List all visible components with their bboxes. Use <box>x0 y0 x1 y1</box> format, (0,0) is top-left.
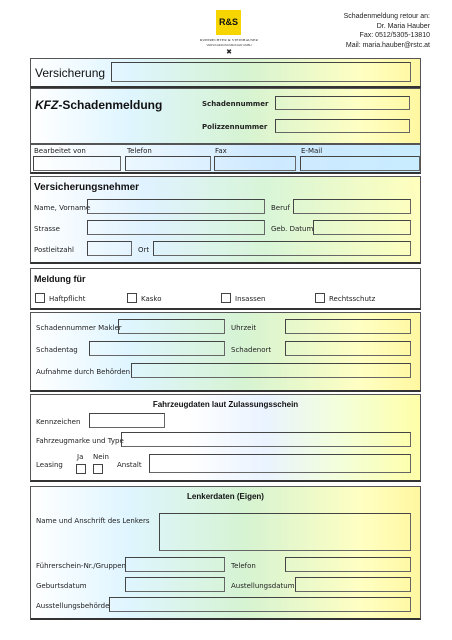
strasse-input[interactable] <box>87 220 265 235</box>
aufnahme-label: Aufnahme durch Behörden <box>36 368 131 376</box>
name-label: Name, Vorname <box>34 204 91 212</box>
plz-label: Postleitzahl <box>34 246 74 254</box>
return-info-line: Mail: maria.hauber@rstc.at <box>345 41 430 49</box>
schaden-section <box>30 312 421 392</box>
name-input[interactable] <box>87 199 265 214</box>
behoerde-label: Ausstellungsbehörde <box>36 602 110 610</box>
kasko-label: Kasko <box>141 295 162 303</box>
versicherung-input[interactable] <box>111 62 411 82</box>
fuehrerschein-label: Führerschein-Nr./Gruppen <box>36 562 126 570</box>
beruf-input[interactable] <box>293 199 411 214</box>
return-info-line: Schadenmeldung retour an: <box>343 13 430 20</box>
versicherungsnehmer-heading: Versicherungsnehmer <box>34 182 140 193</box>
uhrzeit-input[interactable] <box>285 319 411 334</box>
leasing-nein-checkbox[interactable] <box>93 464 103 474</box>
logo-mark: R&S <box>216 10 241 35</box>
leasing-ja-checkbox[interactable] <box>76 464 86 474</box>
schadentag-input[interactable] <box>89 341 225 356</box>
bearbeitet-label: Bearbeitet von <box>34 147 86 155</box>
meldung-section <box>30 268 421 310</box>
lenker-telefon-label: Telefon <box>231 562 256 570</box>
fuehrerschein-input[interactable] <box>125 557 225 572</box>
polizzennummer-input[interactable] <box>275 119 410 133</box>
schadenort-label: Schadenort <box>231 346 272 354</box>
fahrzeugmarke-input[interactable] <box>121 432 411 447</box>
schadennummer-makler-input[interactable] <box>118 319 225 334</box>
return-info <box>344 12 430 50</box>
leasing-label: Leasing <box>36 461 63 469</box>
ort-label: Ort <box>138 246 150 254</box>
lenker-name-label: Name und Anschrift des Lenkers <box>36 517 150 525</box>
geb-datum-input[interactable] <box>313 220 411 235</box>
fax-input[interactable] <box>214 156 296 171</box>
geburtsdatum-input[interactable] <box>125 577 225 592</box>
haftpflicht-label: Haftpflicht <box>49 295 86 303</box>
anstalt-input[interactable] <box>149 454 411 473</box>
insassen-label: Insassen <box>235 295 266 303</box>
contact-section <box>30 144 421 174</box>
uhrzeit-label: Uhrzeit <box>231 324 257 332</box>
versicherungsnehmer-section <box>30 176 421 264</box>
page-title-rest: -Schadenmeldung <box>58 98 163 112</box>
rechtsschutz-checkbox[interactable] <box>315 293 325 303</box>
return-info-line: Fax: 0512/5305-13810 <box>359 32 430 39</box>
versicherung-section <box>30 58 421 88</box>
fahrzeug-section <box>30 394 421 482</box>
lenker-name-input[interactable] <box>159 513 411 551</box>
title-section <box>30 88 421 144</box>
page-title-kfz: KFZ <box>35 98 59 112</box>
meldung-heading: Meldung für <box>34 274 86 284</box>
telefon-label: Telefon <box>127 147 152 155</box>
plz-input[interactable] <box>87 241 132 256</box>
geb-datum-label: Geb. Datum <box>271 225 314 233</box>
schadentag-label: Schadentag <box>36 346 78 354</box>
bearbeitet-input[interactable] <box>33 156 121 171</box>
lenker-section <box>30 486 421 620</box>
fax-label: Fax <box>215 147 227 155</box>
email-input[interactable] <box>300 156 420 171</box>
geburtsdatum-label: Geburtsdatum <box>36 582 87 590</box>
logo-company-name: RUPPRECHTER & STEINHAUSER <box>199 38 259 42</box>
schadennummer-input[interactable] <box>275 96 410 110</box>
polizzennummer-label: Polizzennummer <box>202 123 268 131</box>
fahrzeug-heading: Fahrzeugdaten laut Zulassungsschein <box>152 400 299 409</box>
return-info-line: Dr. Maria Hauber <box>376 22 430 30</box>
insassen-checkbox[interactable] <box>221 293 231 303</box>
fahrzeugmarke-label: Fahrzeugmarke und Type <box>36 437 124 445</box>
logo-tagline: VERSICHERUNGSMAKLER GMBH <box>206 43 252 47</box>
strasse-label: Strasse <box>34 225 60 233</box>
page-title <box>35 98 162 112</box>
kennzeichen-label: Kennzeichen <box>36 418 81 426</box>
behoerde-input[interactable] <box>109 597 411 612</box>
schadennummer-makler-label: Schadennummer Makler <box>36 324 122 332</box>
rechtsschutz-label: Rechtsschutz <box>329 295 376 303</box>
email-label: E-Mail <box>301 147 323 155</box>
ja-label: Ja <box>77 453 84 461</box>
ort-input[interactable] <box>153 241 411 256</box>
aufnahme-input[interactable] <box>131 363 411 378</box>
versicherung-label: Versicherung <box>35 66 106 80</box>
beruf-label: Beruf <box>271 204 290 212</box>
logo-cross-icon: ✖ <box>226 49 232 56</box>
ausstellungsdatum-label: Austellungsdatum <box>231 582 295 590</box>
telefon-input[interactable] <box>125 156 211 171</box>
nein-label: Nein <box>93 453 109 461</box>
ausstellungsdatum-input[interactable] <box>295 577 411 592</box>
kasko-checkbox[interactable] <box>127 293 137 303</box>
haftpflicht-checkbox[interactable] <box>35 293 45 303</box>
schadenort-input[interactable] <box>285 341 411 356</box>
lenker-heading: Lenkerdaten (Eigen) <box>187 492 264 501</box>
kennzeichen-input[interactable] <box>89 413 165 428</box>
anstalt-label: Anstalt <box>117 461 142 469</box>
schadennummer-label: Schadennummer <box>202 100 269 108</box>
company-logo <box>199 8 259 60</box>
lenker-telefon-input[interactable] <box>285 557 411 572</box>
